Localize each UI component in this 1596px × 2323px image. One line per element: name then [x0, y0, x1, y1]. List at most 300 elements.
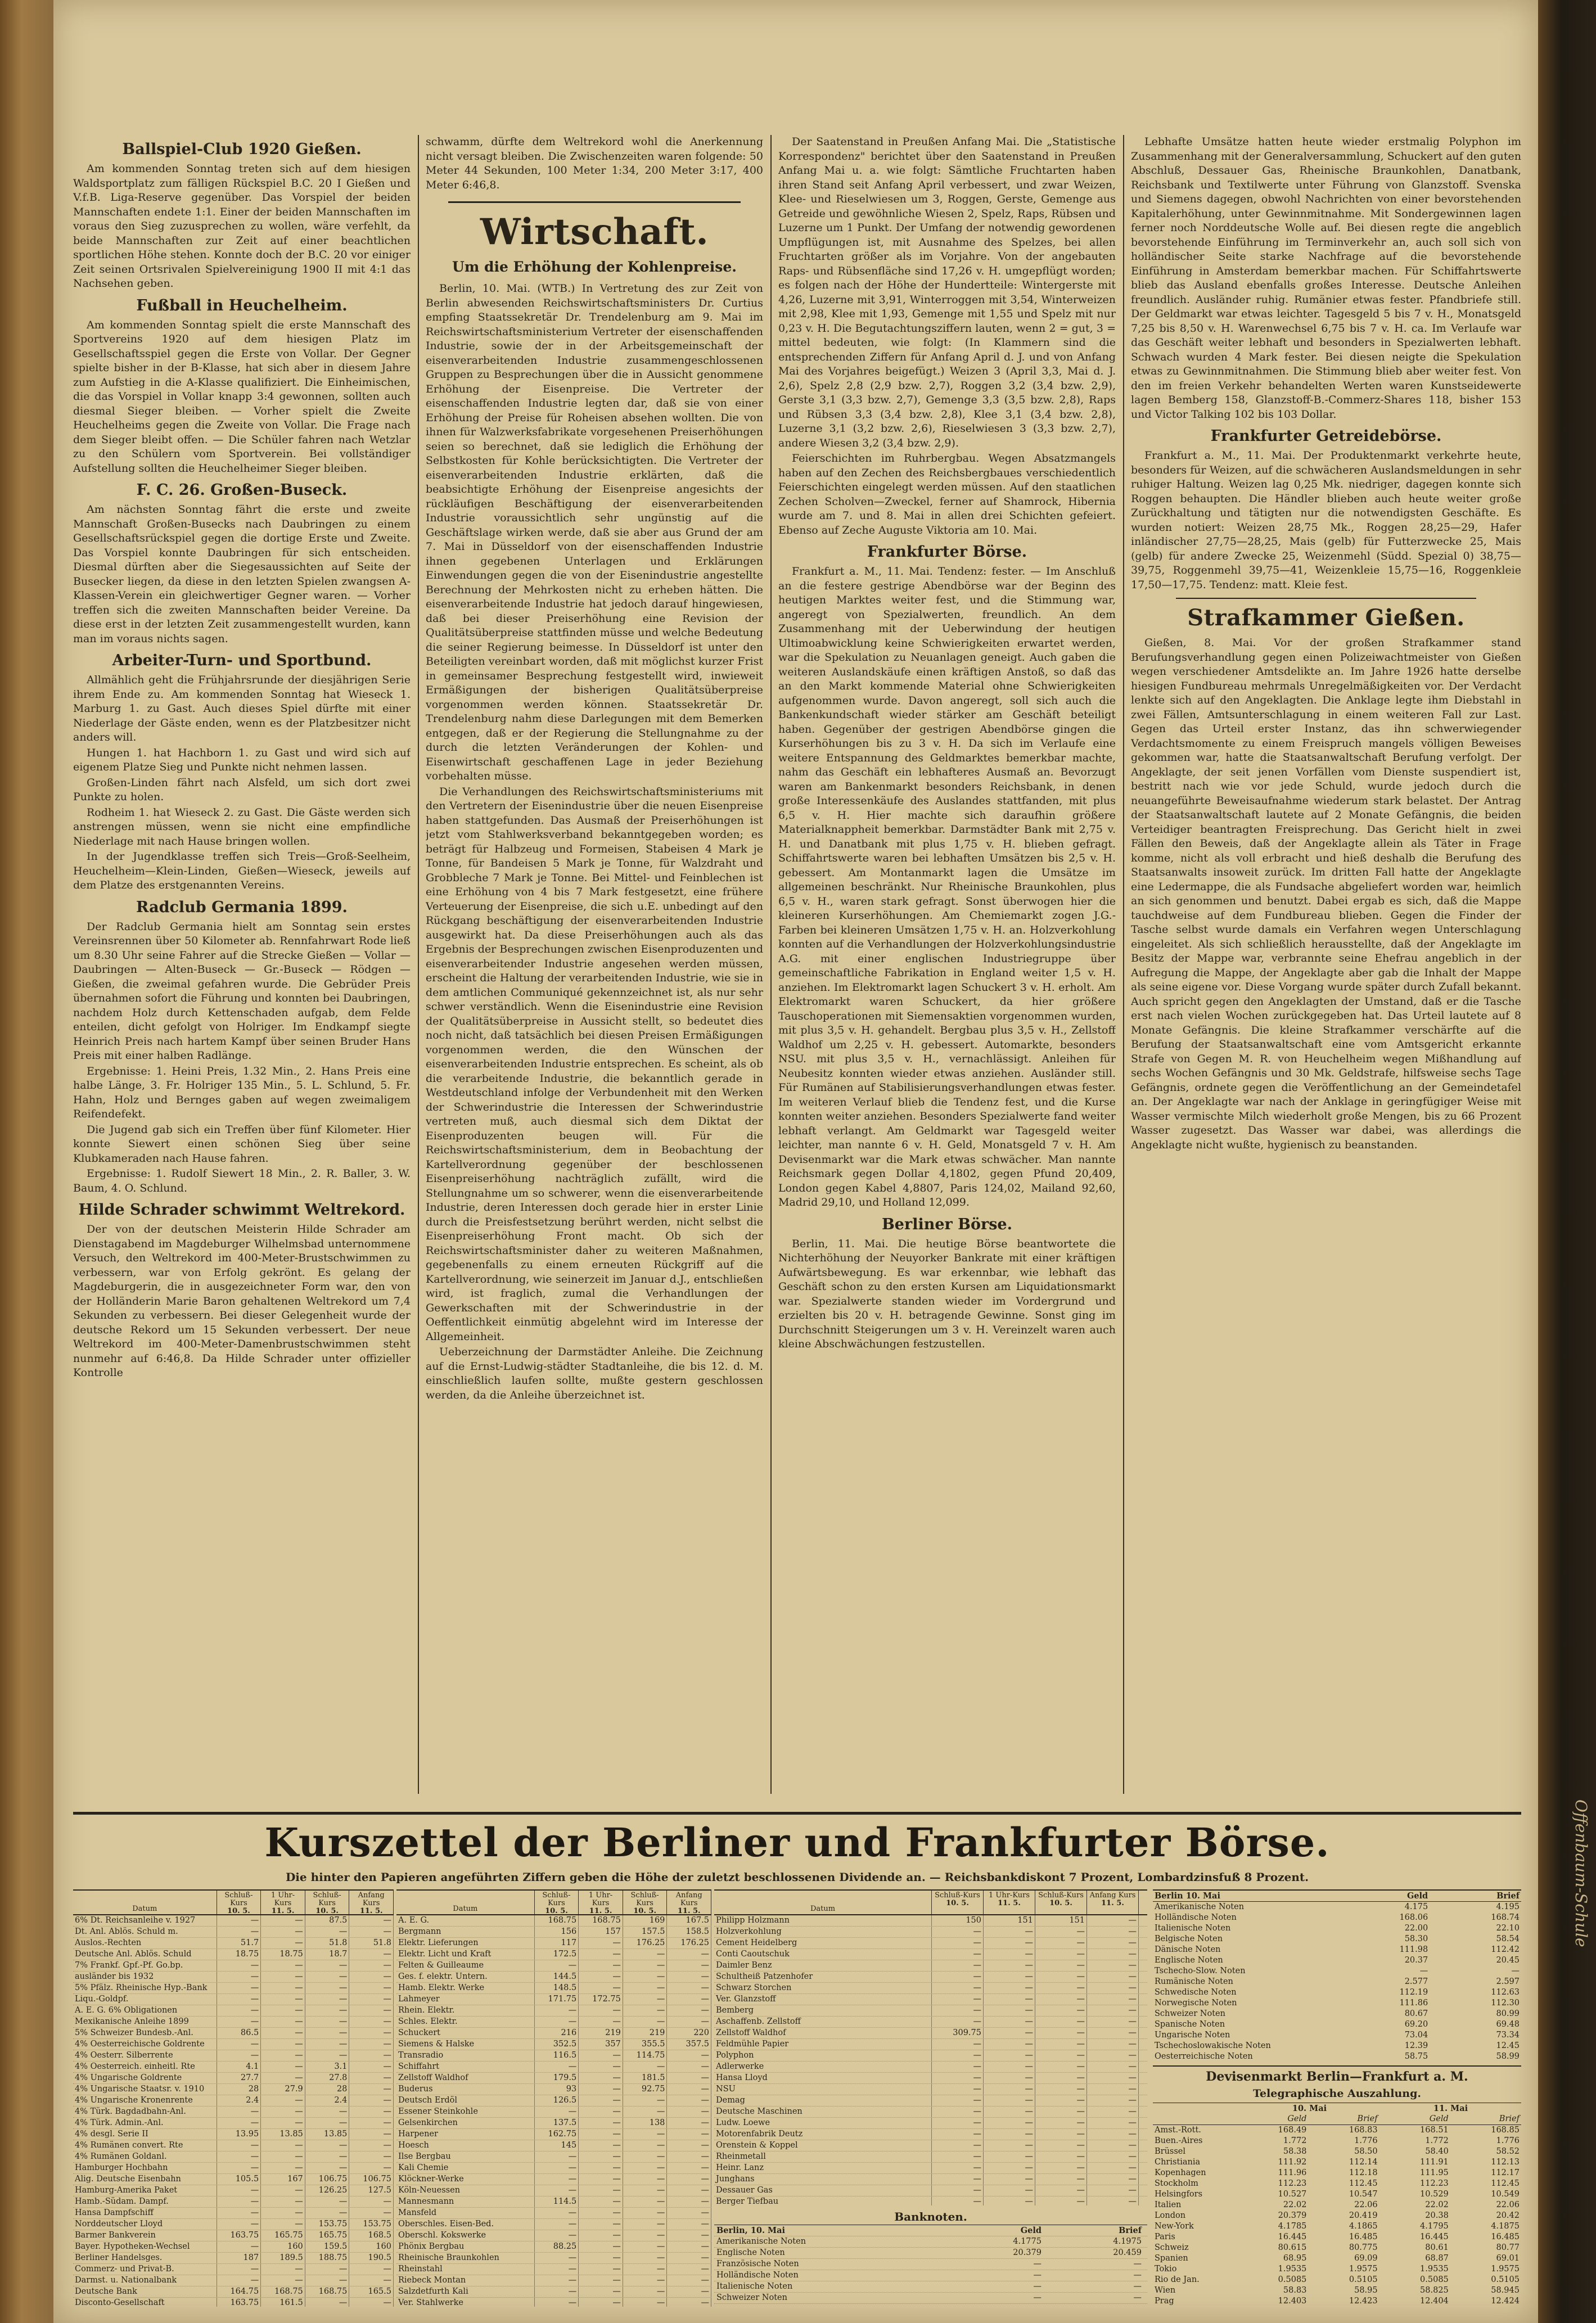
banknoten-table [714, 2209, 1147, 2304]
price-cell: — [535, 2185, 579, 2196]
price-cell: — [667, 2275, 711, 2286]
security-name: Mannesmann [396, 2196, 535, 2207]
security-name: Dessauer Gas [714, 2185, 932, 2196]
security-name: 4% Türk. Admin.-Anl. [73, 2118, 217, 2128]
price-cell: — [579, 1938, 623, 1948]
price-cell: — [623, 1994, 668, 2005]
price-cell: — [932, 1938, 984, 1948]
price-cell: — [535, 2219, 579, 2230]
rate-cell: 10.529 [1420, 2190, 1449, 2199]
rate-cell: 80.99 [1496, 2009, 1520, 2018]
price-cell: 13.95 [217, 2129, 262, 2140]
currency-name: Tschecho-Slow. Noten [1155, 1966, 1246, 1975]
price-cell: — [535, 2208, 579, 2218]
rate-cell: 16.485 [1349, 2232, 1378, 2241]
price-cell: 2.4 [217, 2095, 262, 2106]
banknoten-row [714, 2259, 1147, 2270]
header-datum: Datum [714, 1891, 932, 1914]
currency-name: Dänische Noten [1155, 1945, 1221, 1954]
article-title-berliner-boerse: Berliner Börse. [881, 1215, 1012, 1233]
security-name: Orenstein & Koppel [714, 2140, 932, 2151]
price-cell: — [579, 1983, 623, 1993]
price-cell: — [1087, 1960, 1139, 1971]
table-row [714, 2107, 1147, 2118]
noten-row [1153, 2019, 1521, 2030]
price-cell: 144.5 [535, 1972, 579, 1982]
rate-cell: 20.459 [1113, 2248, 1142, 2257]
table-row [396, 1938, 711, 1949]
price-cell: 162.75 [535, 2129, 579, 2140]
table-row [73, 2084, 394, 2095]
price-cell: — [1087, 1994, 1139, 2005]
rate-cell: 0.5105 [1349, 2275, 1378, 2284]
price-cell: — [667, 2140, 711, 2151]
devisen-block [1153, 1889, 1521, 2307]
price-cell: — [667, 1972, 711, 1982]
price-cell: — [261, 2275, 305, 2286]
security-name: Hamb.-Südam. Dampf. [73, 2196, 217, 2207]
rate-cell: 111.92 [1278, 2158, 1307, 2167]
rate-cell: 16.445 [1420, 2232, 1449, 2241]
table-row [714, 2140, 1147, 2151]
noten-row [1153, 2009, 1521, 2019]
article-paragraph: Ergebnisse: 1. Heini Preis, 1.32 Min., 2. Hans Preis eine halbe Länge, 3. Fr. Holriger 135 Min., 5. L. Schlund, 5. Fr. Hahn, Holz und Bernges gaben auf wegen zweimaligem Reifendefekt. [73, 1064, 411, 1120]
price-cell: — [217, 2264, 262, 2275]
rate-cell: 111.91 [1420, 2158, 1449, 2167]
article-title-getreideboerse: Frankfurter Getreidebörse. [1210, 427, 1442, 445]
rate-cell: 20.38 [1425, 2211, 1449, 2220]
rate-cell: 80.67 [1404, 2009, 1428, 2018]
noten-row [1153, 2030, 1521, 2041]
column-rule [770, 135, 772, 1794]
place-name: Amst.-Rott. [1155, 2126, 1201, 2135]
security-name: A. E. G. 6% Obligationen [73, 2005, 217, 2016]
rate-cell: 4.1975 [1113, 2237, 1142, 2246]
table-row [714, 2163, 1147, 2174]
security-name: 4% desgl. Serie II [73, 2129, 217, 2140]
rate-cell: 4.195 [1496, 1902, 1520, 1911]
price-cell: — [1087, 2062, 1139, 2072]
header-cell: Berlin 10. Mai [1155, 1891, 1220, 1901]
header-sub: Schluß-Kurs [542, 1892, 571, 1907]
price-cell: — [217, 1960, 262, 1971]
price-cell: 219 [623, 2028, 668, 2038]
price-cell: — [305, 2028, 350, 2038]
security-name: Transradio [396, 2050, 535, 2061]
price-cell: — [667, 2174, 711, 2185]
price-cell: 163.75 [217, 2298, 262, 2307]
rate-cell: 168.51 [1420, 2126, 1449, 2135]
price-cell: — [667, 2196, 711, 2207]
table-header [714, 1891, 1147, 1915]
rate-cell: 168.83 [1349, 2126, 1378, 2135]
price-cell: — [1087, 2005, 1139, 2016]
price-cell: — [1035, 2062, 1087, 2072]
security-name: NSU [714, 2084, 932, 2095]
table-row [396, 2298, 711, 2307]
article-title: F. C. 26. Großen-Buseck. [136, 481, 348, 499]
table-row [714, 2005, 1147, 2017]
table-row [714, 2151, 1147, 2163]
header-sub: Schluß-Kurs [313, 1892, 341, 1907]
price-cell: — [305, 2017, 350, 2027]
price-cell: — [623, 1983, 668, 1993]
security-name: Ludw. Loewe [714, 2118, 932, 2128]
price-cell: — [349, 2028, 394, 2038]
price-cell: — [623, 2151, 668, 2162]
rate-cell: 58.38 [1283, 2147, 1307, 2156]
security-name: Rheinmetall [714, 2151, 932, 2162]
security-name: Dt. Anl. Ablös. Schuld m. [73, 1927, 217, 1937]
table-row [714, 2050, 1147, 2062]
noten-row [1153, 2041, 1521, 2051]
price-cell: — [217, 2241, 262, 2252]
article-paragraph: Allmählich geht die Frühjahrsrunde der diesjährigen Serie ihrem Ende zu. Am kommenden Sonntag hat Wieseck 1. Marburg 1. zu Gast. Auch dieses Spiel dürfte mit einer Niederlage der Gäste enden, wenn es der Platzbesitzer nicht anders will. [73, 674, 411, 743]
article-paragraph: Berlin, 11. Mai. Die heutige Börse beantwortete die Nichterhöhung der Neuyorker Bankrate mit einer kräftigen Aufwärtsbewegung. Es war erkennbar, wie lebhaft das Geschäft schon zu den ersten Kursen am Liquidationsmarkt war. Spezialwerte standen wieder im Vordergrund und erzielten bis 20 v. H. betragende Gewinne. Sonst ging im Durchschnitt Steigerungen um 3 v. H. Vereinzelt waren auch kleine Abschwächungen festzustellen. [778, 1237, 1116, 1350]
noten-row [1153, 1934, 1521, 1945]
price-cell: — [984, 1960, 1035, 1971]
price-cell: — [1035, 2073, 1087, 2083]
price-cell: — [667, 1960, 711, 1971]
currency-name: Amerikanische Noten [716, 2237, 806, 2246]
price-cell: — [984, 2196, 1035, 2205]
price-cell: — [535, 2151, 579, 2162]
currency-name: Tschechoslowakische Noten [1155, 2041, 1271, 2050]
table-row [73, 2253, 394, 2264]
price-cell: — [579, 2084, 623, 2095]
price-cell: — [623, 2005, 668, 2016]
price-cell: — [667, 1994, 711, 2005]
rate-cell: — [1133, 2293, 1142, 2302]
article-paragraph: Frankfurt a. M., 11. Mai. Tendenz: fester. — Im Anschluß an die festere gestrige Abendbörse war der Beginn des heutigen Marktes weiter fest, und die Stimmung war, angeregt von Spezialwerten, freundlich. An dem Zusammenhang mit der Ueberwindung der heutigen Ultimoabwicklung keine Schwierigkeiten erwartet werden, war die Spekulation zu Neuanlagen geneigt. Auch gaben die weiteren Auslandskäufe einen kräftigen Anstoß, so daß das an den Markt kommende Material ohne Schwierigkeiten aufgenommen wurde. Davon angeregt, soll sich auch die Bankenkundschaft wieder stärker am Geschäft beteiligt haben. Gegenüber der gestrigen Abendbörse gingen die Kurserhöhungen bis zu 3 v. H. Da sich im Verlaufe eine weitere Entspannung des Geldmarktes bemerkbar machte, nahm das Geschäft ein lebhafteres Ausmaß an. Bevorzugt waren am Bankenmarkt besonders Reichsbank, in denen große Interessenkäufe des Auslandes stattfanden, mit plus 6,5 v. H. Hier machte sich daraufhin größere Materialknappheit bemerkbar. Darmstädter Bank mit 2,75 v. H. und Danatbank mit plus 1,75 v. H. blieben gefragt. Schiffahrtswerte waren bei lebhaften Umsätzen bis 2,5 v. H. gebessert. Am Montanmarkt lagen die Umsätze im allgemeinen beschränkt. Nur Rheinische Braunkohlen, plus 6,5 v. H., waren stark gefragt. Sonst überwogen hier die kleineren Kurserhöhungen. Am Chemiemarkt zogen J.G.-Farben bei kleineren Umsätzen 1,75 v. H. an. Holzverkohlung konnten auf die Verhandlungen der Holzverkohlungsindustrie A.G. mit einer englischen Industriegruppe über gemeinschaftliche Fabrikation in England weiter 1,5 v. H. anziehen. Im Elektromarkt lagen Schuckert 3 v. H. erholt. Am Elektromarkt waren Schuckert, da hier größere Tauschoperationen mit Siemensaktien vorgenommen wurden, mit plus 3,5 v. H. gehandelt. Bergbau plus 3,5 v. H., Zellstoff Waldhof um 2,25 v. H. gebessert. Automarkte, besonders NSU. mit plus 3,5 v. H., vernachlässigt. Anleihen für Neubesitz konnten wieder etwas anziehen. Ausländer still. Für Rumänen auf Stabilisierungsverhandlungen etwas fester. Im weiteren Verlauf blieb die Tendenz fest, und die Kurse konnten weiter anziehen. Besonders Spezialwerte fand weiter lebhaft verlangt. Am Geldmarkt war Tagesgeld weiter leichter, man nannte 6 v. H. Geld, Monatsgeld 7 v. H. Am Devisenmarkt war die Mark etwas schwächer. Man nannte Reichsmark gegen Dollar 4,1802, gegen Pfund 20,409, London gegen Kabel 4,8807, Paris 124,02, Mailand 92,60, Madrid 29,10, und Holland 12,099. [778, 565, 1116, 1208]
rate-cell: 68.95 [1283, 2254, 1307, 2263]
header-col [1087, 1891, 1139, 1914]
price-cell: — [579, 2163, 623, 2173]
price-cell: — [1087, 1927, 1139, 1937]
rate-cell: 112.14 [1349, 2158, 1378, 2167]
price-cell: — [623, 2185, 668, 2196]
rate-cell: 112.45 [1349, 2179, 1378, 2188]
price-cell: — [579, 2241, 623, 2252]
devisen-row [1153, 2189, 1521, 2200]
price-cell: — [667, 2230, 711, 2241]
table-row [73, 1938, 394, 1949]
noten-row [1153, 1998, 1521, 2009]
rate-cell: 112.23 [1278, 2179, 1307, 2188]
price-cell: — [349, 2005, 394, 2016]
article-paragraph: Am kommenden Sonntag treten sich auf dem hiesigen Waldsportplatz zum fälligen Rückspiel B.C. 20 I Gießen und V.f.B. Liga-Reserve gegenüber. Das Vorspiel der beiden Mannschaften endete 1:1. Einer der beiden Mannschaften im voraus den Sieg zuzusprechen zu wollen, wäre verfehlt, da beide Mannschaften zur Zeit auf einer beachtlichen sportlichen Höhe stehen. Konnte doch der B.C. 20 vor einiger Zeit seinen Ortsrivalen Spielvereinigung 1900 II mit 4:1 das Nachsehen geben. [73, 163, 411, 290]
price-cell: — [1087, 1949, 1139, 1960]
price-cell: — [1087, 2118, 1139, 2128]
table-row [396, 2264, 711, 2275]
price-cell: — [623, 2140, 668, 2151]
rate-cell: 12.45 [1496, 2041, 1520, 2050]
price-cell: — [1087, 2140, 1139, 2151]
price-cell: — [1035, 2129, 1087, 2140]
price-cell: 153.75 [305, 2219, 350, 2230]
table-row [73, 2118, 394, 2129]
header-cell: Brief [1119, 2226, 1142, 2235]
book-binding [0, 0, 53, 2323]
security-name: Felten & Guilleaume [396, 1960, 535, 1971]
price-cell: 165.75 [305, 2230, 350, 2241]
rate-cell: 10.549 [1491, 2190, 1520, 2199]
price-cell: 161.5 [261, 2298, 305, 2307]
price-cell: — [667, 2219, 711, 2230]
header-cell: Geld [1429, 2114, 1449, 2123]
table-row [396, 2253, 711, 2264]
price-cell: — [535, 2107, 579, 2117]
rate-cell: 111.86 [1399, 1999, 1428, 2008]
security-name: 4% Ungarische Kronenrente [73, 2095, 217, 2106]
header-cell: Geld [1287, 2114, 1307, 2123]
table-row [73, 2062, 394, 2073]
price-cell: — [1035, 2140, 1087, 2151]
rate-cell: 168.06 [1399, 1913, 1428, 1922]
security-name: 7% Frankf. Gpf.-Pf. Go.bp. [73, 1960, 217, 1971]
rate-cell: — [1511, 1966, 1520, 1975]
price-cell: — [1087, 2073, 1139, 2083]
table-row [714, 2039, 1147, 2050]
price-cell: — [667, 2298, 711, 2307]
price-cell: — [623, 1960, 668, 1971]
article-paragraph: Ueberzeichnung der Darmstädter Anleihe. Die Zeichnung auf die Ernst-Ludwig-städter Stadtanleihe, die bis 12. d. M. einschließlich laufen sollte, mußte gestern geschlossen werden, da die Anleihe überzeichnet ist. [426, 1346, 763, 1401]
article-paragraph: Der Saatenstand in Preußen Anfang Mai. Die „Statistische Korrespondenz" berichtet über den Saatenstand in Preußen Anfang Mai u. a. wie folgt: Sämtliche Fruchtarten haben ihren Stand seit Anfang April verbessert, und zwar Weizen, Klee- und Rieselwiesen um 3, Roggen, Gerste, Gemenge aus Getreide und gewöhnliche Wiesen 2, Spelz, Raps, Rübsen und Luzerne um 1 Punkt. Der Umfang der notwendig gewordenen Umpflügungen ist, mit Ausnahme des Spelzes, bei allen Fruchtarten größer als im Vorjahre. Von der angebauten Raps- und Rübsenfläche sind 17,26 v. H. umgepflügt worden; es folgen nach der Höhe der Hundertteile: Wintergerste mit 4,26, Luzerne mit 3,91, Winterroggen mit 3,54, Winterweizen mit 2,98, Klee mit 1,93, Gemenge mit 1,55 und Spelz mit nur 0,23 v. H. Die Begutachtungsziffern lauten, wenn 2 = gut, 3 = mittel bedeuten, wie folgt: (In Klammern sind die entsprechenden Ziffern für Anfang April d. J. und von Anfang Mai des Vorjahres beigefügt.) Weizen 3 (April 3,3, Mai d. J. 2,6), Spelz 2,8 (2,9 bzw. 2,7), Roggen 3,2 (3,4 bzw. 2,9), Gerste 3,1 (3,3 bzw. 2,7), Gemenge 3,3 (3,5 bzw. 2,8), Raps und Rübsen 3,3 (3,4 bzw. 2,8), Klee 3,1 (3,4 bzw. 2,8), Luzerne 3,1 (3,2 bzw. 2,6), Rieselwiesen 3 (3,3 bzw. 2,7), andere Wiesen 3,2 (3,4 bzw. 2,9). [778, 136, 1116, 449]
price-cell: — [349, 2073, 394, 2083]
price-cell: — [1087, 2129, 1139, 2140]
devisen-row [1153, 2136, 1521, 2146]
rate-cell: 58.40 [1425, 2147, 1449, 2156]
price-cell: — [217, 2140, 262, 2151]
price-cell: — [932, 2050, 984, 2061]
price-cell: — [349, 2062, 394, 2072]
security-name: Deutsche Bank [73, 2286, 217, 2297]
header-date: 10. 5. [1049, 1900, 1072, 1907]
price-cell: — [984, 2073, 1035, 2083]
price-cell: — [667, 2107, 711, 2117]
price-cell: — [667, 1983, 711, 1993]
price-cell: — [1035, 1938, 1087, 1948]
table-row [396, 2107, 711, 2118]
security-name: Elektr. Lieferungen [396, 1938, 535, 1948]
price-cell: — [579, 1949, 623, 1960]
header-date: 10. 5. [545, 1907, 568, 1914]
price-cell: 187 [217, 2253, 262, 2263]
security-name: Buderus [396, 2084, 535, 2095]
table-row [714, 1938, 1147, 1949]
rate-cell: 0.5105 [1491, 2275, 1520, 2284]
place-name: Kopenhagen [1155, 2168, 1206, 2177]
price-cell: — [1035, 2107, 1087, 2117]
currency-name: Ungarische Noten [1155, 2031, 1230, 2040]
security-name: Aschaffenb. Zellstoff [714, 2017, 932, 2027]
price-cell: — [984, 2095, 1035, 2106]
price-cell: — [623, 2062, 668, 2072]
header-sub: Schluß-Kurs [224, 1892, 253, 1907]
devisen-row [1153, 2168, 1521, 2178]
price-cell: — [1087, 2185, 1139, 2196]
article-paragraph: Am nächsten Sonntag fährt die erste und zweite Mannschaft Großen-Busecks nach Daubringen zu einem Gesellschaftsrückspiel gegen die dortige Erste und Zweite. Das Vorspiel konnte Daubringen für sich entscheiden. Diesmal dürften aber die Siegesaussichten auf Seite der Busecker liegen, da diese in den letzten Spielen zwangsen A-Klassen-Verein ein gleichwertiger Gegner waren. — Vorher treffen sich die zweiten Mannschaften beider Vereine. Da diese erst in der letzten Zeit zusammengestellt wurden, kann man im voraus nichts sagen. [73, 503, 411, 645]
place-name: Christiania [1155, 2158, 1201, 2167]
price-cell: — [932, 2163, 984, 2173]
price-cell: — [932, 2174, 984, 2185]
price-cell: — [579, 1972, 623, 1982]
rate-cell: 10.547 [1349, 2190, 1378, 2199]
table-row [714, 1994, 1147, 2005]
section-title-wirtschaft: Wirtschaft. [480, 211, 709, 253]
rate-cell: 112.30 [1491, 1999, 1520, 2008]
wirtschaft-intro: schwamm, dürfte dem Weltrekord wohl die Anerkennung nicht versagt bleiben. Die Zwischenzeiten waren folgende: 50 Meter 44 Sekunden, 100 Meter 1:34, 200 Meter 3:17, 400 Meter 6:46,8. [426, 136, 763, 191]
price-cell: 163.75 [217, 2230, 262, 2241]
price-cell: — [579, 2275, 623, 2286]
table-row [714, 2028, 1147, 2039]
security-name: Daimler Benz [714, 1960, 932, 1971]
price-cell: — [305, 2163, 350, 2173]
security-name: Rheinstahl [396, 2264, 535, 2275]
price-cell: — [535, 2264, 579, 2275]
header-sub: Anfang Kurs [358, 1892, 385, 1907]
security-name: ausländer bis 1932 [73, 1972, 217, 1982]
article-title-strafkammer: Strafkammer Gießen. [1187, 605, 1465, 631]
place-name: Buen.-Aires [1155, 2136, 1203, 2145]
price-cell: — [932, 1960, 984, 1971]
table-row [73, 1927, 394, 1938]
price-cell: — [349, 1960, 394, 1971]
rate-cell: 58.52 [1496, 2147, 1520, 2156]
price-cell: 3.1 [305, 2062, 350, 2072]
price-cell: 219 [579, 2028, 623, 2038]
price-cell: — [984, 2174, 1035, 2185]
rate-cell: 112.19 [1399, 1988, 1428, 1997]
place-name: Brüssel [1155, 2147, 1186, 2156]
devisen-row [1153, 2221, 1521, 2232]
price-cell: 158.5 [667, 1927, 711, 1937]
rate-cell: 112.45 [1491, 2179, 1520, 2188]
devisen-subheader [1153, 2114, 1521, 2125]
price-cell: 216 [535, 2028, 579, 2038]
security-name: Liqu.-Goldpf. [73, 1994, 217, 2005]
header-cell: Geld [1020, 2226, 1042, 2235]
price-cell: — [217, 1994, 262, 2005]
table-header [396, 1891, 711, 1915]
price-cell: — [261, 1983, 305, 1993]
price-cell: — [349, 2264, 394, 2275]
currency-name: Amerikanische Noten [1155, 1902, 1245, 1911]
security-name: 4% Oesterreich. einheitl. Rte [73, 2062, 217, 2072]
rate-cell: 22.06 [1354, 2200, 1378, 2209]
rate-cell: 0.5085 [1278, 2275, 1307, 2284]
table-row [396, 1960, 711, 1972]
price-cell: — [984, 2151, 1035, 2162]
price-cell: — [1035, 1983, 1087, 1993]
banknoten-row [714, 2293, 1147, 2304]
currency-name: Norwegische Noten [1155, 1999, 1237, 2008]
table-row [396, 2028, 711, 2039]
price-cell: — [1087, 2050, 1139, 2061]
price-cell: — [217, 2017, 262, 2027]
price-cell: — [1087, 2107, 1139, 2117]
price-cell: — [261, 2208, 305, 2218]
security-name: Schiffahrt [396, 2062, 535, 2072]
article-title-frankfurter-boerse: Frankfurter Börse. [867, 543, 1027, 561]
table-row [714, 1972, 1147, 1983]
price-cell: 352.5 [535, 2039, 579, 2050]
price-cell: — [349, 2208, 394, 2218]
price-cell: — [667, 1949, 711, 1960]
price-cell: — [623, 2298, 668, 2307]
price-cell: — [217, 2163, 262, 2173]
price-cell: — [349, 1949, 394, 1960]
devisen-row [1153, 2146, 1521, 2157]
price-cell: — [1087, 1972, 1139, 1982]
price-cell: 27.8 [305, 2073, 350, 2083]
price-cell: — [349, 1927, 394, 1937]
price-cell: — [305, 2140, 350, 2151]
price-cell: — [535, 2005, 579, 2016]
divider [448, 201, 741, 203]
kurs-table-1 [73, 1889, 394, 2307]
rate-cell: 58.54 [1496, 1934, 1520, 1943]
rate-cell: 68.87 [1425, 2254, 1449, 2263]
price-cell: — [261, 2107, 305, 2117]
price-cell: — [667, 2050, 711, 2061]
security-name: Motorenfabrik Deutz [714, 2129, 932, 2140]
security-name: Alig. Deutsche Eisenbahn [73, 2174, 217, 2185]
price-cell: — [623, 2017, 668, 2027]
currency-name: Holländische Noten [1155, 1913, 1237, 1922]
price-cell: 2.4 [305, 2095, 350, 2106]
header-sub: 1 Uhr-Kurs [988, 1892, 1030, 1900]
price-cell: — [932, 1983, 984, 1993]
price-cell: — [1087, 2151, 1139, 2162]
table-row [396, 2073, 711, 2084]
rate-cell: 69.09 [1354, 2254, 1378, 2263]
header-sub: Schluß-Kurs [630, 1892, 659, 1907]
price-cell: — [261, 2163, 305, 2173]
price-cell: — [261, 2095, 305, 2106]
price-cell: 4.1 [217, 2062, 262, 2072]
column-rule [1123, 135, 1124, 1794]
table-row [396, 2039, 711, 2050]
price-cell: 156 [535, 1927, 579, 1937]
price-cell: — [667, 2264, 711, 2275]
table-row [714, 2084, 1147, 2095]
price-cell: 148.5 [535, 1983, 579, 1993]
security-name: 5% Schweizer Bundesb.-Anl. [73, 2028, 217, 2038]
price-cell: — [932, 1972, 984, 1982]
security-name: Ilse Bergbau [396, 2151, 535, 2162]
table-row [396, 1994, 711, 2005]
column-wirtschaft [426, 135, 763, 1794]
rate-cell: — [1033, 2282, 1042, 2291]
rate-cell: 20.379 [1278, 2211, 1307, 2220]
table-row [73, 1994, 394, 2005]
security-name: Cement Heidelberg [714, 1938, 932, 1948]
security-name: 4% Oesterreichische Goldrente [73, 2039, 217, 2050]
price-cell: — [667, 2151, 711, 2162]
table-row [396, 2163, 711, 2174]
price-cell: — [579, 2118, 623, 2128]
price-cell: — [349, 2118, 394, 2128]
article-paragraph: Am kommenden Sonntag spielt die erste Mannschaft des Sportvereins 1920 auf dem hiesigen Platz im Gesellschaftsspiel gegen die Erste von Vollar. Der Gegner spielte bisher in der B-Klasse, hat sich aber in diesem Jahre zum Aufstieg in die A-Klasse qualifiziert. Die Einheimischen, die das Vorspiel in Vollar knapp 3:4 gewonnen, sollten auch diesmal Sieger bleiben. — Vorher spielt die Zweite Heuchelheims gegen die Zweite von Vollar. Die Frage nach dem Sieger bleibt offen. — Die Schüler fahren nach Wetzlar zu den Schülern vom Sportverein. Bei vollständiger Aufstellung sollten die Heuchelheimer Sieger bleiben. [73, 318, 411, 475]
article-paragraph: Der von der deutschen Meisterin Hilde Schrader am Dienstagabend im Magdeburger Wilhelmsbad unternommene Versuch, den Weltrekord im 400-Meter-Brustschwimmen zu verbessern, war von Erfolg gekrönt. Es gelang der Magdeburgerin, die in ausgezeichneter Form war, den von der Holländerin Marie Baron gehaltenen Weltrekord um 7,4 Sekunden zu verbessern. Bei dieser Gelegenheit wurde der deutsche Rekord um 15 Sekunden verbessert. Der neue Weltrekord im 400-Meter-Damenbrustschwimmen steht nunmehr auf 6:46,8. Da Hilde Schrader unter offizieller Kontrolle [73, 1223, 411, 1379]
price-cell: 18.75 [217, 1949, 262, 1960]
column-sport [73, 135, 411, 1794]
rate-cell: 4.1785 [1278, 2222, 1307, 2231]
place-name: Tokio [1155, 2265, 1177, 2274]
price-cell: — [349, 2050, 394, 2061]
telegraph-title: Telegraphische Auszahlung. [1253, 2087, 1421, 2100]
